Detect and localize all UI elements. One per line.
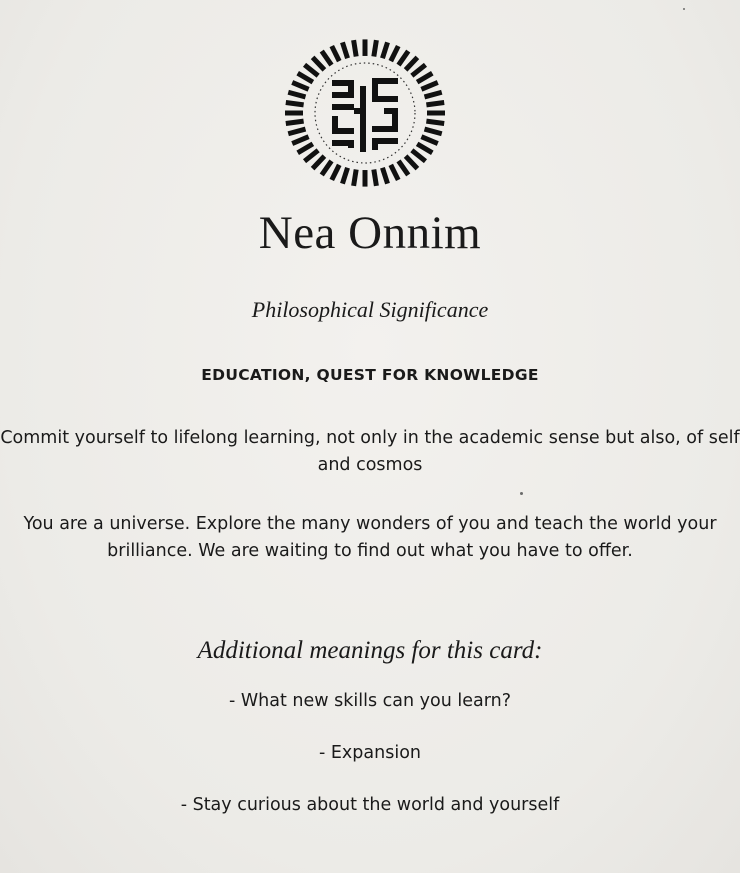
emblem-ring-tick bbox=[354, 169, 357, 185]
emblem-ring-tick bbox=[406, 156, 418, 169]
emblem-ring-tick bbox=[417, 73, 432, 82]
emblem-ring-tick bbox=[298, 73, 313, 82]
nea-onnim-adinkra-symbol-icon bbox=[272, 28, 458, 198]
emblem-ring-tick bbox=[322, 51, 332, 65]
emblem-ring-tick bbox=[417, 144, 432, 153]
emblem-ring-tick bbox=[391, 46, 398, 61]
paper-speck bbox=[683, 8, 685, 10]
emblem-ring-tick bbox=[332, 46, 339, 61]
additional-meaning-item: - What new skills can you learn? bbox=[228, 691, 511, 711]
emblem-ring-tick bbox=[298, 144, 313, 153]
emblem-ring-tick bbox=[382, 42, 387, 58]
emblem-ring-tick bbox=[412, 150, 426, 161]
additional-meaning-item: - Expansion bbox=[319, 743, 421, 763]
emblem-ring-tick bbox=[354, 40, 357, 56]
emblem-ring-tick bbox=[374, 169, 377, 185]
emblem-ring-tick bbox=[292, 137, 308, 144]
emblem-ring-tick bbox=[292, 82, 308, 89]
emblem-ring-tick bbox=[332, 165, 339, 180]
emblem-ring-tick bbox=[406, 57, 418, 70]
emblem-ring-tick bbox=[374, 40, 377, 56]
emblem-ring-tick bbox=[426, 121, 444, 123]
emblem-ring-tick bbox=[424, 129, 441, 134]
emblem-ring-tick bbox=[424, 92, 441, 97]
emblem-ring-tick bbox=[286, 121, 304, 123]
emblem-ring-tick bbox=[322, 161, 332, 175]
card-subtitle: Philosophical Significance bbox=[251, 297, 489, 322]
emblem-ring-tick bbox=[382, 168, 387, 184]
emblem-ring-tick bbox=[305, 65, 319, 76]
emblem-ring-tick bbox=[399, 161, 409, 175]
paragraph-universe: You are a universe. Explore the many wonders of you and teach the world your brilliance. We are waiting to find out what you have to offer. bbox=[23, 514, 717, 561]
emblem-ring-tick bbox=[342, 42, 347, 58]
emblem-ring-tick bbox=[313, 57, 325, 70]
card-heading: EDUCATION, QUEST FOR KNOWLEDGE bbox=[201, 366, 539, 384]
additional-meaning-item: - Stay curious about the world and yourself bbox=[180, 795, 560, 815]
emblem-ring-tick bbox=[421, 82, 437, 89]
emblem-ring-tick bbox=[391, 165, 398, 180]
paragraph-lifelong-learning: Commit yourself to lifelong learning, not only in the academic sense but also, of self and cosmos bbox=[0, 428, 740, 475]
emblem-ring-tick bbox=[399, 51, 409, 65]
emblem-ring-tick bbox=[288, 92, 305, 97]
emblem-ring-tick bbox=[342, 168, 347, 184]
emblem-ring-tick bbox=[288, 129, 305, 134]
card-title: Nea Onnim bbox=[258, 207, 482, 259]
emblem-ring-tick bbox=[313, 156, 325, 169]
emblem-ring-tick bbox=[305, 150, 319, 161]
emblem-ring-tick bbox=[426, 103, 444, 105]
emblem-ring-tick bbox=[286, 103, 304, 105]
emblem-ring-tick bbox=[412, 65, 426, 76]
emblem-ring-tick bbox=[421, 137, 437, 144]
paper-speck bbox=[520, 492, 523, 495]
additional-meanings-heading: Additional meanings for this card: bbox=[197, 637, 543, 664]
